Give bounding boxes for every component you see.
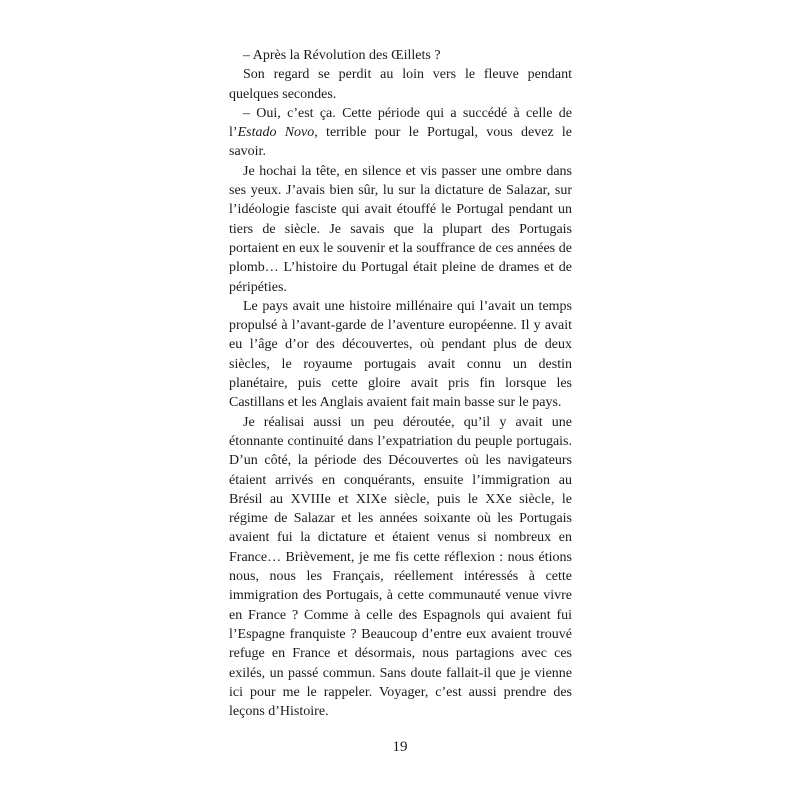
italic-term: Estado Novo	[237, 125, 315, 141]
paragraph-3-start: – Oui, c’est ça. Cette période qui a succédé à celle de l’	[229, 105, 572, 141]
paragraph-5: Le pays avait une histoire millénaire qui l’avait un temps propulsé à l’avant-garde de l’aventure européenne. Il y avait eu l’âge d’or des découvertes, où pendant plus de deux siècles, le royaume portugais avait connu un destin planétaire, puis cette gloire avait pris fin lorsque les Castillans et les Anglais avaient fait main basse sur le pays.	[229, 298, 572, 411]
body-text	[229, 46, 572, 721]
paragraph-1: – Après la Révolution des Œillets ?	[243, 48, 441, 63]
paragraph-6: Je réalisai aussi un peu déroutée, qu’il y avait une étonnante continuité dans l’expatriation du peuple portugais. D’un côté, la période des Découvertes où les navigateurs étaient arrivés en conquérants, ensuite l’immigration au Brésil au XVIIIe et XIXe siècle, puis le XXe siècle, le régime de Salazar et les années soixante où les Portugais avaient fui la dictature et étaient venus si nombreux en France… Brièvement, je me fis cette réflexion : nous étions nous, nous les Français, réellement intéressés à cette immigration des Portugais, à cette communauté venue vivre en France ? Comme à celle des Espagnols qui avaient fui l’Espagne franquiste ? Beaucoup d’entre eux avaient trouvé refuge en France et désormais, nous partagions avec ces exilés, un passé commun. Sans doute fallait-il que je vienne ici pour me le rappeler. Voyager, c’est aussi prendre des leçons d’Histoire.	[229, 414, 572, 720]
page-number: 19	[392, 739, 408, 755]
paragraph-2: Son regard se perdit au loin vers le fleuve pendant quelques secondes.	[229, 67, 572, 102]
paragraph-4: Je hochai la tête, en silence et vis passer une ombre dans ses yeux. J’avais bien sûr, lu sur la dictature de Salazar, sur l’idéologie fasciste qui avait étouffé le Portugal pendant un tiers de siècle. Je savais que la plupart des Portugais portaient en eux le souvenir et la souffrance de ces années de plomb… L’histoire du Portugal était pleine de drames et de péripéties.	[229, 163, 572, 295]
paragraph-3-end: , terrible pour le Portugal, vous devez le savoir.	[229, 125, 572, 160]
paragraph-3	[229, 104, 572, 162]
